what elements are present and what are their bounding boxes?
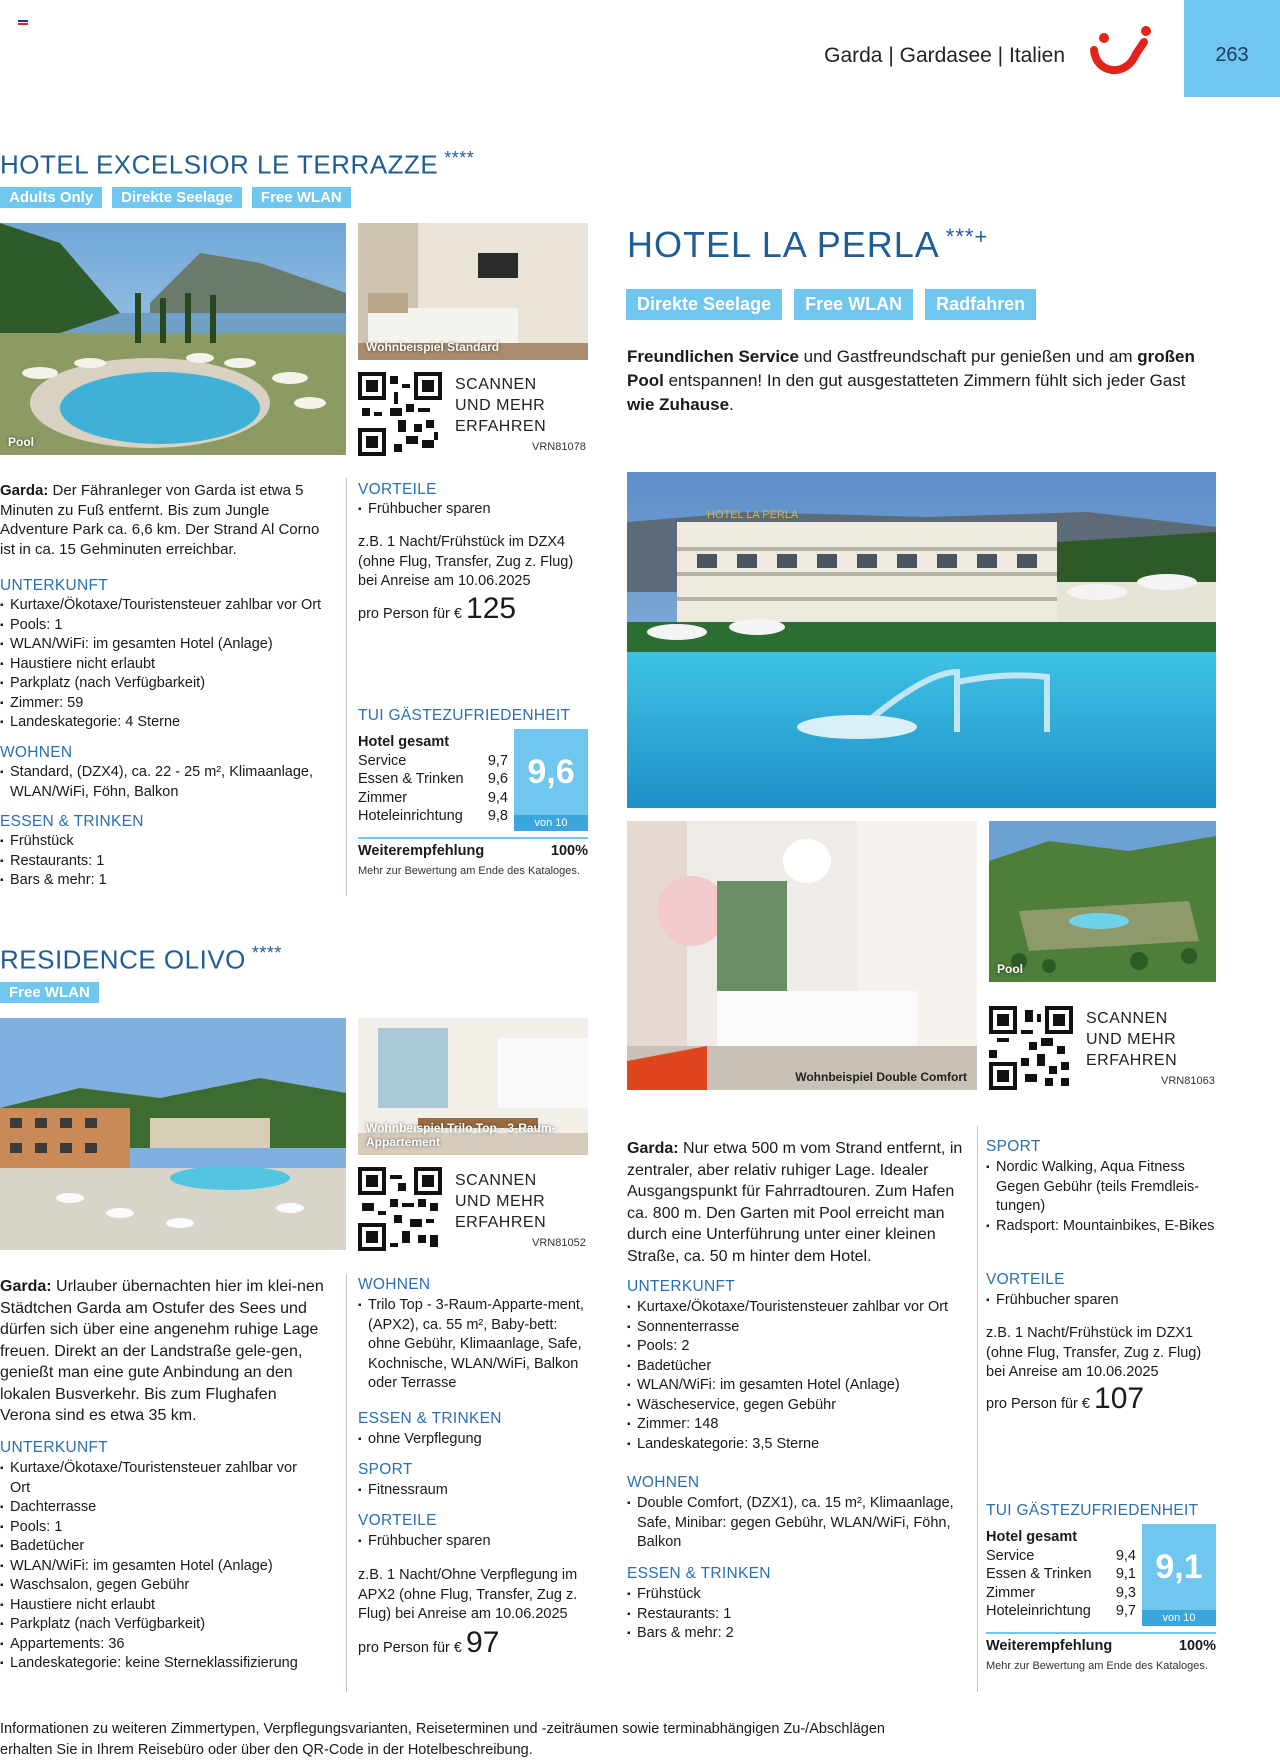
hotel3-wohnen-list: [358, 1296, 588, 1394]
intro-text: Urlauber übernachten hier im klei-nen Städtchen Garda am Ostufer des Sees und dürfen sich über eine angenehm ruhige Lage freuen. Direkt an der Landstraße gele-gen, genießt man eine gute Anbindung an den lokalen Busverkehr. Bis zum Flughafen Verona sind es etwa 35 km.: [0, 1278, 324, 1424]
hotel3-price: [358, 1626, 499, 1660]
hotel2-badges: [626, 289, 1036, 320]
teaser-bold: Freundlichen Service: [627, 347, 799, 366]
list-item: ▪ Badetücher: [627, 1357, 967, 1377]
scan-line: ERFAHREN: [455, 418, 547, 435]
rating-score-badge: [514, 729, 588, 831]
page-location: Garda | Gardasee | Italien: [824, 44, 1065, 67]
teaser-text: entspannen! In den gut ausgestatteten Zimmern fühlt sich jeder Gast: [663, 371, 1186, 390]
section-title: UNTERKUNFT: [627, 1278, 736, 1295]
rating-label: Hotel gesamt: [986, 1529, 1078, 1545]
rating-label: Zimmer: [358, 789, 408, 806]
rating-value: 9,4: [487, 789, 508, 806]
rating-row: [986, 1602, 1136, 1621]
hotel1-rating: [358, 707, 588, 887]
intro-place: Garda:: [0, 1278, 52, 1295]
hotel-pool-image: [627, 472, 1216, 808]
rating-row: [358, 807, 508, 826]
teaser-text: und Gastfreundschaft pur genießen und am: [798, 347, 1138, 366]
hotel1-wohnen-list: [0, 763, 330, 802]
hotel2-wohnen-list: [627, 1494, 967, 1553]
badge-direkte-seelage: Direkte Seelage: [112, 187, 242, 208]
list-item: ▪ WLAN/WiFi: im gesamten Hotel (Anlage): [0, 1557, 320, 1577]
hotel2-stars: ***+: [945, 224, 989, 249]
price-value: 125: [466, 592, 517, 625]
qr-code-icon[interactable]: [989, 1006, 1073, 1090]
list-item: ▪ Double Comfort, (DZX1), ca. 15 m², Klimaanlage, Safe, Minibar: gegen Gebühr, WLAN/WiFi, Föhn, Balkon: [627, 1494, 967, 1553]
section-title: WOHNEN: [358, 1276, 431, 1293]
column-divider: [977, 1126, 978, 1692]
teaser-bold: wie Zuhause: [627, 395, 730, 414]
rating-label: Service: [986, 1547, 1035, 1564]
hotel1-badges: [0, 187, 351, 208]
residence-image: [0, 1018, 346, 1250]
list-item: ▪ Waschsalon, gegen Gebühr: [0, 1576, 320, 1596]
scan-text: [455, 374, 546, 437]
hotel2-title: [627, 224, 988, 266]
flag-icon: [18, 20, 28, 27]
price-label: pro Person für €: [358, 606, 462, 622]
section-title: SPORT: [986, 1138, 1041, 1155]
hotel1-price: [358, 592, 516, 626]
hotel3-stars: ****: [251, 943, 282, 963]
list-item: ▪ WLAN/WiFi: im gesamten Hotel (Anlage): [0, 635, 340, 655]
rating-row: [986, 1565, 1136, 1584]
list-item: ▪ Badetücher: [0, 1537, 320, 1557]
hotel3-sport-list: [358, 1481, 588, 1501]
list-item: ▪ Kurtaxe/Ökotaxe/Touristensteuer zahlbar vor Ort: [627, 1298, 967, 1318]
list-item: ▪ Frühbucher sparen: [358, 500, 588, 520]
rating-label: Essen & Trinken: [358, 771, 464, 787]
hotel3-name: RESIDENCE OLIVO: [0, 944, 246, 975]
qr-code-icon[interactable]: [358, 1167, 442, 1251]
list-item: ▪ Landeskategorie: 3,5 Sterne: [627, 1435, 967, 1455]
list-item: ▪ Fitnessraum: [358, 1481, 588, 1501]
rating-overall: [358, 733, 508, 752]
column-divider: [346, 1274, 347, 1692]
rating-row: [358, 789, 508, 808]
list-item: ▪ Frühbucher sparen: [986, 1291, 1216, 1311]
badge-free-wlan: Free WLAN: [794, 289, 913, 320]
section-title: VORTEILE: [358, 1512, 437, 1529]
hotel1-unterkunft-list: [0, 596, 340, 733]
photo-caption: Pool: [997, 962, 1023, 976]
scan-line: UND MEHR: [455, 397, 546, 414]
list-item: ▪ Zimmer: 59: [0, 694, 340, 714]
rating-note: Mehr zur Bewertung am Ende des Kataloges.: [986, 1660, 1208, 1672]
hotel3-vorteile-list: [358, 1532, 588, 1552]
hotel1-title: [0, 148, 474, 181]
recommendation: [358, 837, 588, 859]
hotel-sign: HOTEL LA PERLA: [707, 509, 799, 521]
list-item: ▪ Trilo Top - 3-Raum-Apparte-ment, (APX2), ca. 55 m², Baby-bett: ohne Gebühr, Klimaanlage, Safe, Kochnische, WLAN/WiFi, Balkon oder Terrasse: [358, 1296, 588, 1394]
teaser-bold: großen Pool: [627, 347, 1195, 390]
recommend-value: 100%: [550, 843, 588, 859]
rating-score: 9,1: [1155, 1548, 1203, 1586]
intro-place: Garda:: [0, 482, 49, 499]
rating-row: [986, 1547, 1136, 1566]
rating-label: Zimmer: [986, 1584, 1036, 1601]
rating-value: 9,6: [487, 771, 508, 787]
list-item: ▪ Parkplatz (nach Verfügbarkeit): [0, 1615, 320, 1635]
intro-place: Garda:: [627, 1140, 679, 1157]
price-value: 107: [1094, 1382, 1145, 1415]
list-item: ▪ Parkplatz (nach Verfügbarkeit): [0, 674, 340, 694]
hotel1-intro: [0, 481, 330, 559]
scan-text: [455, 1170, 546, 1233]
list-item: ▪ Radsport: Mountainbikes, E-Bikes: [986, 1217, 1216, 1237]
list-item: ▪ Sonnenterrasse: [627, 1318, 967, 1338]
section-title: VORTEILE: [986, 1271, 1065, 1288]
list-item: ▪ Frühstück: [0, 832, 330, 852]
hotel2-price: [986, 1382, 1144, 1416]
rating-score-badge: [1142, 1524, 1216, 1626]
rating-row: [358, 770, 508, 789]
column-divider: [346, 478, 347, 896]
list-item: ▪ Pools: 1: [0, 616, 340, 636]
price-value: 97: [466, 1626, 500, 1659]
hotel2-intro: [627, 1138, 967, 1267]
photo-caption: Pool: [8, 435, 34, 449]
section-title: VORTEILE: [358, 481, 437, 498]
hotel3-main-photo: [0, 1018, 346, 1250]
rating-label: Hoteleinrichtung: [358, 808, 463, 824]
hotel2-vorteile-list: [986, 1291, 1216, 1311]
intro-text: Nur etwa 500 m vom Strand entfernt, in zentraler, aber relativ ruhiger Lage. Idealer Ausgangspunkt für Fahrradtouren. Zum Hafen ca. 800 m. Den Garten mit Pool erreicht man durch eine Unterführung unter einer kleinen Straße, ca. 50 m hinter dem Hotel.: [627, 1140, 963, 1265]
tui-logo-icon: [1086, 24, 1156, 80]
teaser-text: .: [729, 395, 734, 414]
list-item: ▪ Frühbucher sparen: [358, 1532, 588, 1552]
badge-free-wlan: Free WLAN: [252, 187, 351, 208]
rating-rows: [358, 733, 508, 826]
hotel2-room-photo: [627, 821, 977, 1090]
vrn-code: VRN81063: [1161, 1075, 1215, 1087]
section-title: ESSEN & TRINKEN: [0, 813, 144, 830]
hotel1-name: HOTEL EXCELSIOR LE TERRAZZE: [0, 149, 439, 180]
rating-value: 9,8: [487, 808, 508, 824]
list-item: ▪ Zimmer: 148: [627, 1415, 967, 1435]
page-number: 263: [1215, 44, 1249, 66]
section-title: UNTERKUNFT: [0, 577, 109, 594]
recommend-label: Weiterempfehlung: [358, 843, 485, 859]
list-item: ▪ Restaurants: 1: [627, 1605, 967, 1625]
list-item: ▪ Restaurants: 1: [0, 852, 330, 872]
qr-code-icon[interactable]: [358, 372, 442, 456]
pool-image: [0, 223, 346, 455]
rating-row: [358, 752, 508, 771]
scan-line: SCANNEN: [455, 1172, 537, 1189]
hotel1-vorteile-list: [358, 500, 588, 520]
hotel1-stars: ****: [444, 148, 475, 168]
hotel1-essen-list: [0, 832, 330, 891]
hotel1-pool-photo: [0, 223, 346, 455]
photo-caption: Wohnbeispiel Double Comfort: [795, 1070, 967, 1084]
section-title: ESSEN & TRINKEN: [627, 1565, 771, 1582]
footer-note: [0, 1719, 885, 1761]
list-item: ▪ Haustiere nicht erlaubt: [0, 655, 340, 675]
price-label: pro Person für €: [986, 1396, 1090, 1412]
rating-value: 9,7: [487, 752, 508, 769]
hotel2-unterkunft-list: [627, 1298, 967, 1454]
badge-direkte-seelage: Direkte Seelage: [626, 289, 782, 320]
list-item: ▪ Landeskategorie: 4 Sterne: [0, 713, 340, 733]
aerial-image: [989, 821, 1216, 982]
section-title: WOHNEN: [0, 744, 73, 761]
hotel2-price-note: z.B. 1 Nacht/Frühstück im DZX1 (ohne Flug, Transfer, Zug z. Flug) bei Anreise am 10.06.2025: [986, 1325, 1202, 1380]
hotel3-unterkunft-list: [0, 1459, 320, 1674]
footer-line: erhalten Sie in Ihrem Reisebüro oder über den QR-Code in der Hotelbeschreibung.: [0, 1742, 533, 1758]
rating-note: Mehr zur Bewertung am Ende des Kataloges.: [358, 865, 580, 877]
scan-line: ERFAHREN: [1086, 1052, 1178, 1069]
rating-label: Essen & Trinken: [986, 1566, 1092, 1582]
recommendation: [986, 1632, 1216, 1654]
list-item: ▪ Wäscheservice, gegen Gebühr: [627, 1396, 967, 1416]
rating-title: TUI GÄSTEZUFRIEDENHEIT: [986, 1502, 1199, 1519]
hotel2-rating: [986, 1502, 1216, 1682]
list-item: ▪ Pools: 1: [0, 1518, 320, 1538]
vrn-code: VRN81078: [532, 441, 586, 453]
rating-overall: [986, 1528, 1136, 1547]
scan-line: SCANNEN: [455, 376, 537, 393]
list-item: ▪ Bars & mehr: 2: [627, 1624, 967, 1644]
hotel2-sport-list: [986, 1158, 1216, 1236]
hotel3-intro: [0, 1276, 330, 1427]
rating-scale: von 10: [514, 815, 588, 831]
hotel2-teaser: [627, 345, 1197, 417]
section-title: ESSEN & TRINKEN: [358, 1410, 502, 1427]
list-item: ▪ Haustiere nicht erlaubt: [0, 1596, 320, 1616]
list-item: ▪ WLAN/WiFi: im gesamten Hotel (Anlage): [627, 1376, 967, 1396]
section-title: UNTERKUNFT: [0, 1439, 109, 1456]
badge-radfahren: Radfahren: [925, 289, 1036, 320]
scan-text: [1086, 1008, 1177, 1071]
hotel2-name: HOTEL LA PERLA: [627, 224, 940, 265]
list-item: ▪ Nordic Walking, Aqua Fitness Gegen Gebühr (teils Fremdleis-tungen): [986, 1158, 1216, 1217]
scan-line: ERFAHREN: [455, 1214, 547, 1231]
photo-caption: Wohnbeispiel Trilo Top - 3-Raum-Appartement: [366, 1121, 556, 1149]
hotel3-badges: [0, 982, 99, 1003]
rating-row: [986, 1584, 1136, 1603]
section-title: SPORT: [358, 1461, 413, 1478]
list-item: ▪ ohne Verpflegung: [358, 1430, 588, 1450]
room-image: [627, 821, 977, 1090]
rating-score: 9,6: [527, 753, 575, 791]
hotel2-pool-photo: [989, 821, 1216, 982]
photo-caption: Wohnbeispiel Standard: [366, 340, 500, 354]
hotel3-title: [0, 943, 282, 976]
page-number-box: [1184, 0, 1280, 97]
rating-rows: [986, 1528, 1136, 1621]
hotel3-price-note: z.B. 1 Nacht/Ohne Verpflegung im APX2 (ohne Flug, Transfer, Zug z. Flug) bei Anreise am 10.06.2025: [358, 1567, 578, 1622]
list-item: ▪ Appartements: 36: [0, 1635, 320, 1655]
list-item: ▪ Frühstück: [627, 1585, 967, 1605]
rating-title: TUI GÄSTEZUFRIEDENHEIT: [358, 707, 571, 724]
section-title: WOHNEN: [627, 1474, 700, 1491]
recommend-value: 100%: [1178, 1638, 1216, 1654]
list-item: ▪ Kurtaxe/Ökotaxe/Touristensteuer zahlbar vor Ort: [0, 596, 340, 616]
list-item: ▪ Kurtaxe/Ökotaxe/Touristensteuer zahlbar vor Ort: [0, 1459, 320, 1498]
intro-text: Der Fähranleger von Garda ist etwa 5 Minuten zu Fuß entfernt. Bis zum Jungle Adventure Park ca. 6,6 km. Der Strand Al Corno ist in ca. 15 Gehminuten erreichbar.: [0, 482, 320, 558]
rating-value: 9,3: [1115, 1584, 1136, 1601]
recommend-label: Weiterempfehlung: [986, 1638, 1113, 1654]
hotel1-room-photo: [358, 223, 588, 360]
hotel3-essen-list: [358, 1430, 588, 1450]
hotel1-price-note: z.B. 1 Nacht/Frühstück im DZX4 (ohne Flug, Transfer, Zug z. Flug) bei Anreise am 10.06.2025: [358, 534, 574, 589]
footer-line: Informationen zu weiteren Zimmertypen, Verpflegungsvarianten, Reiseterminen und -zeiträumen sowie terminabhängigen Zu-/Abschlägen: [0, 1721, 885, 1737]
scan-line: UND MEHR: [455, 1193, 546, 1210]
hotel2-main-photo: [627, 472, 1216, 808]
rating-label: Service: [358, 752, 407, 769]
price-label: pro Person für €: [358, 1640, 462, 1656]
rating-label: Hoteleinrichtung: [986, 1603, 1091, 1619]
rating-scale: von 10: [1142, 1610, 1216, 1626]
scan-line: UND MEHR: [1086, 1031, 1177, 1048]
rating-value: 9,7: [1115, 1603, 1136, 1619]
list-item: ▪ Pools: 2: [627, 1337, 967, 1357]
list-item: ▪ Standard, (DZX4), ca. 22 - 25 m², Klimaanlage, WLAN/WiFi, Föhn, Balkon: [0, 763, 330, 802]
rating-value: 9,4: [1115, 1547, 1136, 1564]
badge-adults-only: Adults Only: [0, 187, 102, 208]
scan-line: SCANNEN: [1086, 1010, 1168, 1027]
list-item: ▪ Landeskategorie: keine Sterneklassifizierung: [0, 1654, 320, 1674]
rating-value: 9,1: [1115, 1566, 1136, 1582]
list-item: ▪ Bars & mehr: 1: [0, 871, 330, 891]
vrn-code: VRN81052: [532, 1237, 586, 1249]
list-item: ▪ Dachterrasse: [0, 1498, 320, 1518]
rating-label: Hotel gesamt: [358, 734, 450, 750]
badge-free-wlan: Free WLAN: [0, 982, 99, 1003]
hotel3-room-photo: [358, 1018, 588, 1155]
hotel2-essen-list: [627, 1585, 967, 1644]
